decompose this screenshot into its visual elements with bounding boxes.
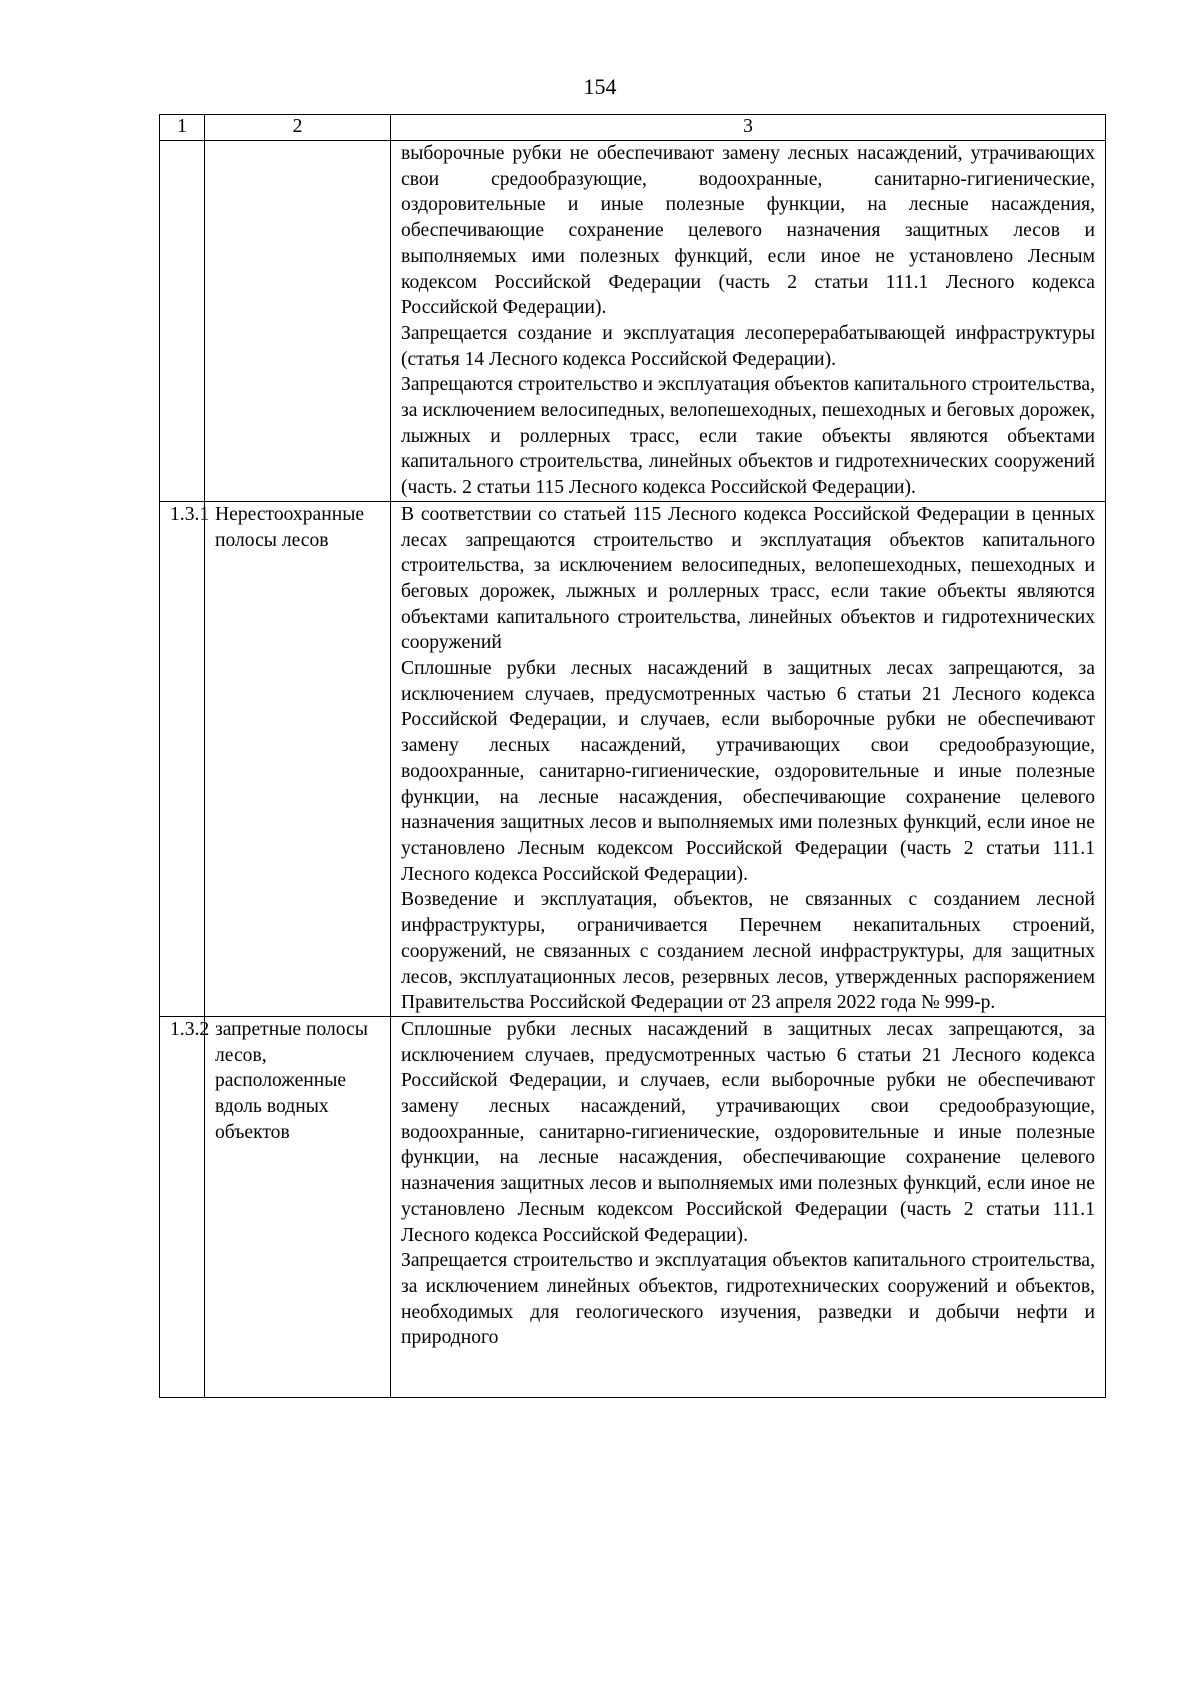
row-content bbox=[391, 501, 1106, 1016]
row-content bbox=[391, 141, 1106, 502]
content-paragraph: Сплошные рубки лесных насаждений в защитных лесах запрещаются, за исключением случаев, предусмотренных частью 6 статьи 21 Лесного кодекса Российской Федерации, и случаев, если выборочные рубки не обеспечивают замену лесных насаждений, утрачивающих свои средообразующие, водоохранные, санитарно-гигиенические, оздоровительные и иные полезные функции, на лесные насаждения, обеспечивающие сохранение целевого назначения защитных лесов и выполняемых ими полезных функций, если иное не установлено Лесным кодексом Российской Федерации (часть 2 статьи 111.1 Лесного кодекса Российской Федерации). bbox=[401, 658, 1095, 885]
row-number: 1.3.1 bbox=[160, 501, 205, 1016]
table-row bbox=[160, 501, 1106, 1016]
content-paragraph: Сплошные рубки лесных насаждений в защитных лесах запрещаются, за исключением случаев, предусмотренных частью 6 статьи 21 Лесного кодекса Российской Федерации, и случаев, если выборочные рубки не обеспечивают замену лесных насаждений, утрачивающих свои средообразующие, водоохранные, санитарно-гигиенические, оздоровительные и иные полезные функции, на лесные насаждения, обеспечивающие сохранение целевого назначения защитных лесов и выполняемых ими полезных функций, если иное не установлено Лесным кодексом Российской Федерации (часть 2 статьи 111.1 Лесного кодекса Российской Федерации). bbox=[401, 1018, 1095, 1246]
row-category: запретные полосы лесов, расположенные вдоль водных объектов bbox=[205, 1016, 391, 1397]
content-paragraph: В соответствии со статьей 115 Лесного кодекса Российской Федерации в ценных лесах запрещаются строительство и эксплуатация объектов капитального строительства, за исключением велосипедных, велопешеходных, пешеходных и беговых дорожек, лыжных и роллерных трасс, если такие объекты являются объектами капитального строительства, линейных объектов и гидротехнических сооружений bbox=[401, 503, 1095, 654]
header-col-2: 2 bbox=[205, 115, 391, 141]
content-paragraph: выборочные рубки не обеспечивают замену лесных насаждений, утрачивающих свои средообразующие, водоохранные, санитарно-гигиенические, оздоровительные и иные полезные функции, на лесные насаждения, обеспечивающие сохранение целевого назначения защитных лесов и выполняемых ими полезных функций, если иное не установлено Лесным кодексом Российской Федерации (часть 2 статьи 111.1 Лесного кодекса Российской Федерации). bbox=[401, 143, 1095, 319]
row-number: 1.3.2 bbox=[160, 1016, 205, 1397]
table-row bbox=[160, 1016, 1106, 1397]
row-number bbox=[160, 141, 205, 502]
table-row bbox=[160, 141, 1106, 502]
regulations-table bbox=[159, 114, 1106, 1398]
content-paragraph: Возведение и эксплуатация, объектов, не связанных с созданием лесной инфраструктуры, ограничивается Перечнем некапитальных строений, сооружений, не связанных с созданием лесной инфраструктуры, для защитных лесов, эксплуатационных лесов, резервных лесов, утвержденных распоряжением Правительства Российской Федерации от 23 апреля 2022 года № 999-р. bbox=[401, 889, 1095, 1014]
content-paragraph: Запрещаются строительство и эксплуатация объектов капитального строительства, за исключением велосипедных, велопешеходных, пешеходных и беговых дорожек, лыжных и роллерных трасс, если такие объекты являются объектами капитального строительства, линейных объектов и гидротехнических сооружений (часть. 2 статьи 115 Лесного кодекса Российской Федерации). bbox=[401, 374, 1095, 499]
row-category bbox=[205, 141, 391, 502]
row-content bbox=[391, 1016, 1106, 1397]
header-col-1: 1 bbox=[160, 115, 205, 141]
page-number: 154 bbox=[583, 74, 617, 99]
row-category: Нерестоохранные полосы лесов bbox=[205, 501, 391, 1016]
content-paragraph: Запрещается создание и эксплуатация лесоперерабатывающей инфраструктуры (статья 14 Лесного кодекса Российской Федерации). bbox=[401, 322, 1095, 370]
content-paragraph: Запрещается строительство и эксплуатация объектов капитального строительства, за исключением линейных объектов, гидротехнических сооружений и объектов, необходимых для геологического изучения, разведки и добычи нефти и природного bbox=[401, 1250, 1095, 1349]
table-header-row bbox=[160, 115, 1106, 141]
header-col-3: 3 bbox=[391, 115, 1106, 141]
